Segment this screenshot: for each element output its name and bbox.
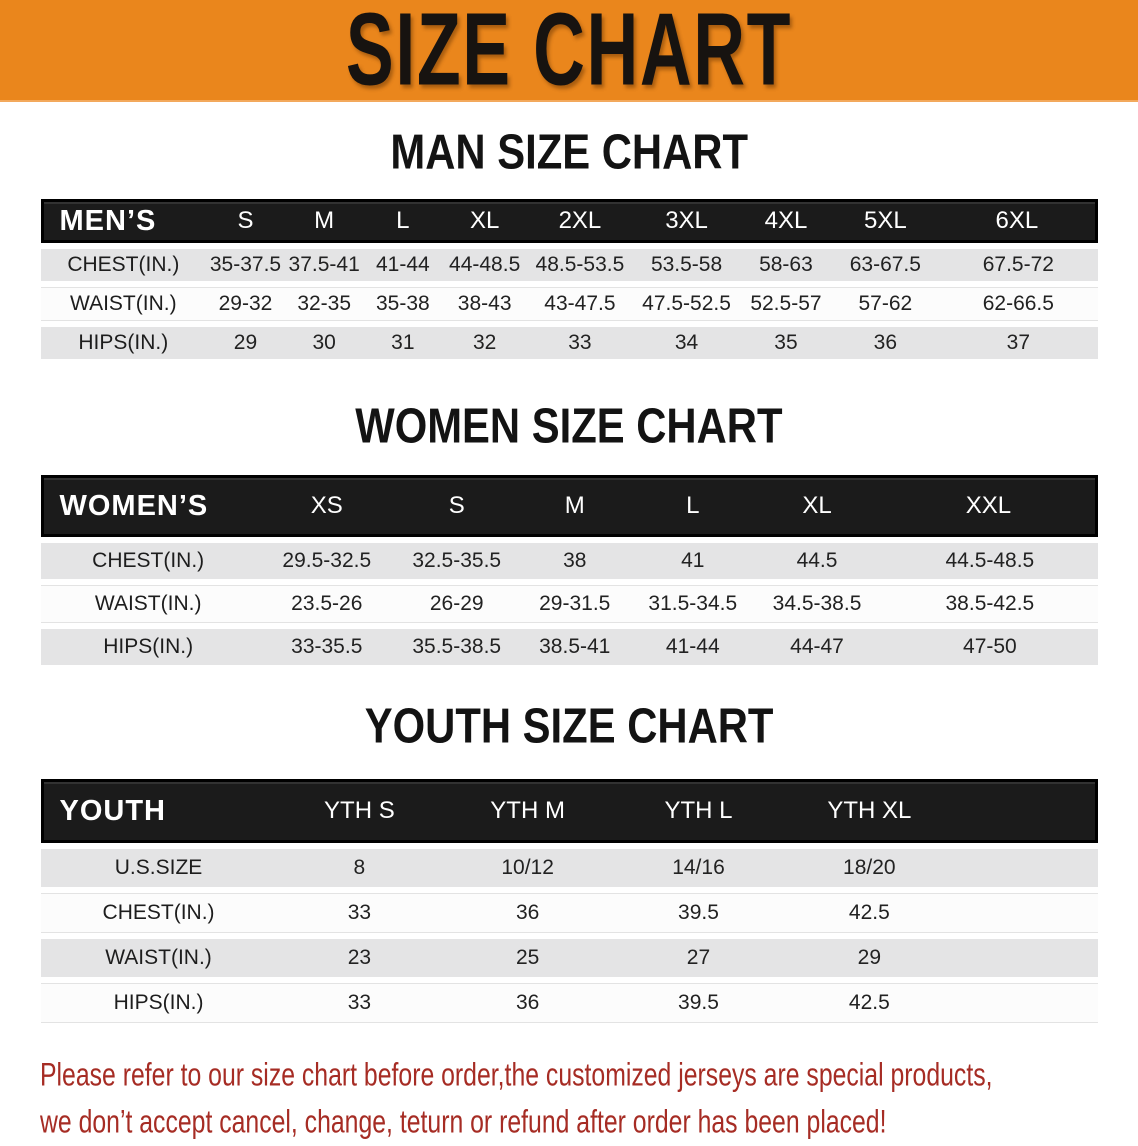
size-value-cell: 25	[442, 939, 613, 977]
women-section-heading-text: WOMEN SIZE CHART	[355, 399, 783, 454]
men-section-heading-text: MAN SIZE CHART	[390, 125, 748, 180]
column-header: S	[398, 475, 516, 537]
header-row	[41, 779, 1098, 843]
column-header: YTH S	[277, 779, 443, 843]
size-value-cell: 39.5	[613, 983, 784, 1023]
column-header: 6XL	[939, 199, 1097, 243]
size-value-cell: 48.5-53.5	[527, 249, 633, 281]
size-value-cell: 42.5	[784, 983, 955, 1023]
row-label: HIPS(IN.)	[41, 983, 277, 1023]
table-row	[41, 585, 1098, 623]
column-header: YTH L	[613, 779, 784, 843]
table-row	[41, 249, 1098, 281]
size-value-cell: 57-62	[832, 287, 940, 321]
men-size-table-wrap	[41, 193, 1098, 365]
women-size-table-wrap	[41, 469, 1098, 671]
youth-section-heading-text: YOUTH SIZE CHART	[364, 699, 774, 754]
table-row	[41, 939, 1098, 977]
size-value-cell: 31.5-34.5	[634, 585, 752, 623]
women-section-heading	[0, 401, 1138, 453]
column-header: XL	[442, 199, 527, 243]
table-row	[41, 893, 1098, 933]
size-value-cell: 33	[527, 327, 633, 359]
size-value-cell: 18/20	[784, 849, 955, 887]
size-value-cell: 8	[277, 849, 443, 887]
size-value-cell: 35-37.5	[206, 249, 285, 281]
size-value-cell: 41	[634, 543, 752, 579]
size-value-cell: 41-44	[364, 249, 443, 281]
header-row	[41, 199, 1098, 243]
row-label: CHEST(IN.)	[41, 893, 277, 933]
row-label: WAIST(IN.)	[41, 585, 256, 623]
disclaimer	[40, 1051, 1138, 1145]
size-value-cell: 31	[364, 327, 443, 359]
size-value-cell: 36	[832, 327, 940, 359]
size-value-cell: 38-43	[442, 287, 527, 321]
filler-cell	[955, 849, 1098, 887]
size-value-cell: 14/16	[613, 849, 784, 887]
column-header: XL	[752, 475, 882, 537]
row-label: HIPS(IN.)	[41, 327, 207, 359]
column-header: 2XL	[527, 199, 633, 243]
size-value-cell: 38.5-42.5	[882, 585, 1097, 623]
women-size-section	[0, 401, 1138, 671]
size-value-cell: 42.5	[784, 893, 955, 933]
filler-cell	[955, 939, 1098, 977]
youth-size-section	[0, 701, 1138, 1029]
size-value-cell: 47.5-52.5	[633, 287, 741, 321]
column-header: 3XL	[633, 199, 741, 243]
size-value-cell: 58-63	[740, 249, 831, 281]
filler-cell	[955, 893, 1098, 933]
size-value-cell: 44-48.5	[442, 249, 527, 281]
size-value-cell: 44-47	[752, 629, 882, 665]
row-label: CHEST(IN.)	[41, 543, 256, 579]
size-value-cell: 67.5-72	[939, 249, 1097, 281]
table-header-label: WOMEN’S	[41, 475, 256, 537]
size-value-cell: 44.5-48.5	[882, 543, 1097, 579]
men-size-table	[41, 193, 1098, 365]
size-value-cell: 36	[442, 893, 613, 933]
column-header: 4XL	[740, 199, 831, 243]
youth-size-table	[41, 773, 1098, 1029]
size-value-cell: 52.5-57	[740, 287, 831, 321]
size-value-cell: 27	[613, 939, 784, 977]
table-row	[41, 287, 1098, 321]
size-value-cell: 53.5-58	[633, 249, 741, 281]
men-size-section	[0, 127, 1138, 365]
table-header-label: MEN’S	[41, 199, 207, 243]
filler-cell	[955, 779, 1098, 843]
size-table-body	[41, 849, 1098, 1023]
women-size-table	[41, 469, 1098, 671]
disclaimer-line-1: Please refer to our size chart before order,the customized jerseys are special products,	[40, 1056, 993, 1093]
size-value-cell: 33	[277, 983, 443, 1023]
size-value-cell: 47-50	[882, 629, 1097, 665]
size-table-head	[41, 779, 1098, 843]
size-value-cell: 34	[633, 327, 741, 359]
column-header: L	[634, 475, 752, 537]
size-value-cell: 35	[740, 327, 831, 359]
row-label: WAIST(IN.)	[41, 939, 277, 977]
size-chart-banner	[0, 0, 1138, 108]
size-value-cell: 62-66.5	[939, 287, 1097, 321]
size-table-head	[41, 199, 1098, 243]
column-header: 5XL	[832, 199, 940, 243]
size-value-cell: 36	[442, 983, 613, 1023]
size-value-cell: 38.5-41	[516, 629, 634, 665]
size-table	[41, 193, 1098, 365]
column-header: YTH XL	[784, 779, 955, 843]
size-value-cell: 29	[784, 939, 955, 977]
size-value-cell: 30	[285, 327, 364, 359]
size-value-cell: 44.5	[752, 543, 882, 579]
men-section-heading	[0, 127, 1138, 179]
size-value-cell: 32.5-35.5	[398, 543, 516, 579]
size-value-cell: 10/12	[442, 849, 613, 887]
row-label: U.S.SIZE	[41, 849, 277, 887]
table-header-label: YOUTH	[41, 779, 277, 843]
size-table	[41, 469, 1098, 671]
column-header: XS	[256, 475, 398, 537]
header-row	[41, 475, 1098, 537]
column-header: M	[285, 199, 364, 243]
size-value-cell: 33-35.5	[256, 629, 398, 665]
size-value-cell: 41-44	[634, 629, 752, 665]
column-header: YTH M	[442, 779, 613, 843]
row-label: WAIST(IN.)	[41, 287, 207, 321]
size-table-head	[41, 475, 1098, 537]
size-value-cell: 43-47.5	[527, 287, 633, 321]
table-row	[41, 629, 1098, 665]
size-value-cell: 37.5-41	[285, 249, 364, 281]
table-row	[41, 849, 1098, 887]
size-value-cell: 39.5	[613, 893, 784, 933]
size-value-cell: 35-38	[364, 287, 443, 321]
size-value-cell: 37	[939, 327, 1097, 359]
size-value-cell: 26-29	[398, 585, 516, 623]
size-value-cell: 29	[206, 327, 285, 359]
table-row	[41, 327, 1098, 359]
column-header: L	[364, 199, 443, 243]
youth-section-heading	[0, 701, 1138, 753]
size-value-cell: 23.5-26	[256, 585, 398, 623]
size-table	[41, 773, 1098, 1029]
table-row	[41, 983, 1098, 1023]
column-header: M	[516, 475, 634, 537]
youth-size-table-wrap	[41, 773, 1098, 1029]
size-value-cell: 34.5-38.5	[752, 585, 882, 623]
row-label: CHEST(IN.)	[41, 249, 207, 281]
size-value-cell: 63-67.5	[832, 249, 940, 281]
filler-cell	[955, 983, 1098, 1023]
size-value-cell: 23	[277, 939, 443, 977]
size-value-cell: 32	[442, 327, 527, 359]
disclaimer-line-2: we don’t accept cancel, change, teturn or refund after order has been placed!	[40, 1103, 887, 1140]
size-value-cell: 35.5-38.5	[398, 629, 516, 665]
column-header: XXL	[882, 475, 1097, 537]
size-value-cell: 29.5-32.5	[256, 543, 398, 579]
table-row	[41, 543, 1098, 579]
size-table-body	[41, 543, 1098, 665]
size-value-cell: 29-32	[206, 287, 285, 321]
banner-title: SIZE CHART	[345, 0, 793, 108]
size-value-cell: 33	[277, 893, 443, 933]
row-label: HIPS(IN.)	[41, 629, 256, 665]
size-value-cell: 29-31.5	[516, 585, 634, 623]
column-header: S	[206, 199, 285, 243]
size-value-cell: 32-35	[285, 287, 364, 321]
size-value-cell: 38	[516, 543, 634, 579]
size-table-body	[41, 249, 1098, 359]
